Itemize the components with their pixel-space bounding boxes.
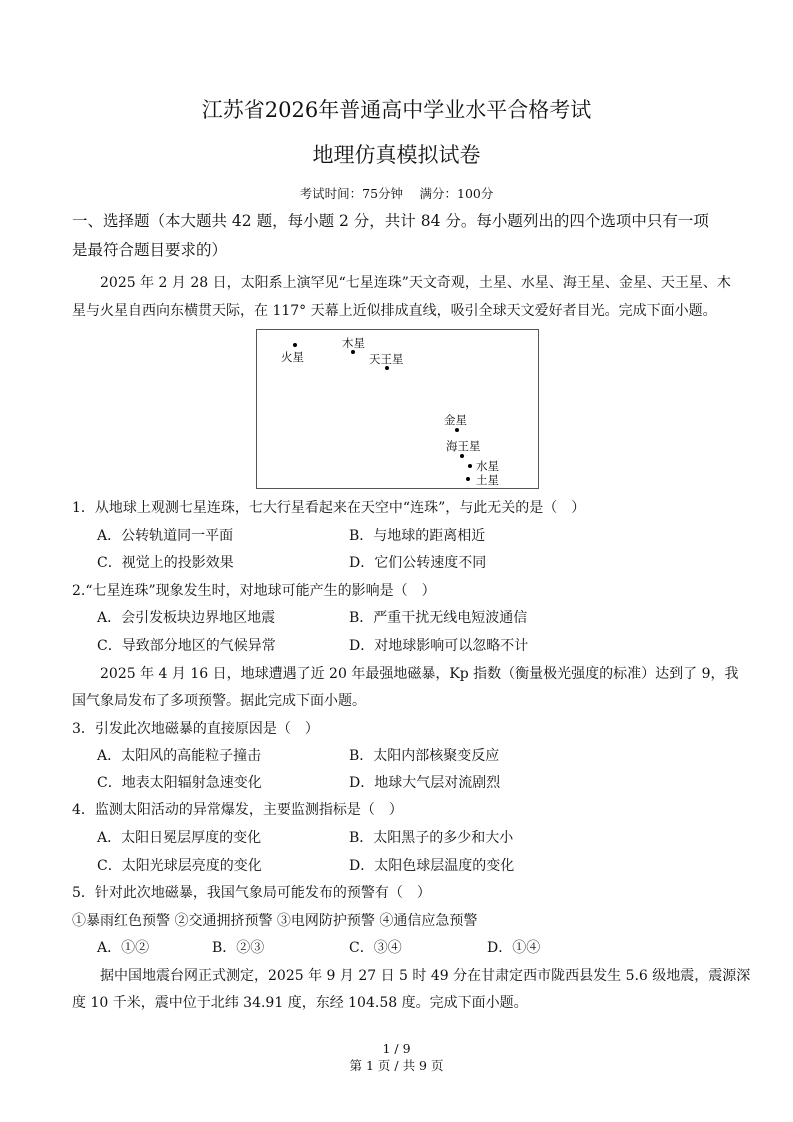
option-d: D．①④ [487,940,541,956]
option-b: B．太阳黑子的多少和大小 [349,830,514,846]
option-c: C．导致部分地区的气候异常 [97,638,276,654]
planet-label: 木星 [342,336,365,350]
option-b: B．②③ [212,940,265,956]
planet-label: 土星 [476,473,499,487]
page-fraction: 1 / 9 [382,1041,411,1056]
passage-text: 据中国地震台网正式测定，2025 年 9 月 27 日 5 时 49 分在甘肃定西市陇西县发生 5.6 级地震，震源深 [100,968,751,984]
option-a: A．会引发板块边界地区地震 [97,610,276,626]
question-stem: 5．针对此次地磁暴，我国气象局可能发布的预警有（ ） [72,885,431,901]
planet-alignment-figure [256,329,539,489]
planet-label: 海王星 [446,439,481,453]
planet-label: 火星 [281,350,304,364]
option-d: D．它们公转速度不同 [349,555,487,571]
option-c: C．视觉上的投影效果 [97,555,234,571]
option-b: B．与地球的距离相近 [349,528,486,544]
passage-text: 星与火星自西向东横贯天际，在 117° 天幕上近似排成直线，吸引全球天文爱好者目光。完成下面小题。 [72,303,717,319]
planet-dot-uranus [385,366,389,370]
planet-label: 水星 [476,459,499,473]
planet-dot-venus [455,428,459,432]
planet-map [257,330,540,490]
passage-text: 2025 年 2 月 28 日，太阳系上演罕见“七星连珠”天文奇观，土星、水星、海王星、金星、天王星、木 [100,275,731,291]
section-heading: 一、选择题（本大题共 42 题，每小题 2 分，共计 84 分。每小题列出的四个选项中只有一项 [72,212,709,230]
option-a: A．①② [97,940,150,956]
paper-subtitle: 地理仿真模拟试卷 [312,143,481,167]
option-c: C．太阳光球层亮度的变化 [97,858,262,874]
question-stem: 3．引发此次地磁暴的直接原因是（ ） [72,721,319,737]
planet-dot-jupiter [351,350,355,354]
section-heading-cont: 是最符合题目要求的） [72,241,228,259]
planet-dot-mercury [468,464,472,468]
passage-text: 度 10 千米，震中位于北纬 34.91 度，东经 104.58 度。完成下面小题。 [72,995,528,1011]
planet-label: 天王星 [369,352,404,366]
planet-dot-saturn [466,477,470,481]
page-label: 第 1 页 / 共 9 页 [349,1058,444,1073]
question-stem: 4．监测太阳活动的异常爆发，主要监测指标是（ ） [72,802,403,818]
option-d: D．地球大气层对流剧烈 [349,775,501,791]
passage-text: 2025 年 4 月 16 日，地球遭遇了近 20 年最强地磁暴，Kp 指数（衡量极光强度的标准）达到了 9，我 [100,666,739,682]
planet-dot-mars [293,343,297,347]
option-d: D．对地球影响可以忽略不计 [349,638,529,654]
planet-label: 金星 [444,413,467,427]
option-a: A．太阳日冕层厚度的变化 [97,830,262,846]
option-d: D．太阳色球层温度的变化 [349,858,515,874]
question-stem: 1．从地球上观测七星连珠，七大行星看起来在天空中“连珠”，与此无关的是（ ） [72,500,586,516]
question-stem: 2.“七星连珠”现象发生时，对地球可能产生的影响是（ ） [72,583,436,599]
option-a: A．太阳风的高能粒子撞击 [97,748,262,764]
option-c: C．地表太阳辐射急速变化 [97,775,262,791]
exam-info: 考试时间：75分钟 满分：100分 [299,186,494,201]
option-b: B．严重干扰无线电短波通信 [349,610,528,626]
option-c: C．③④ [349,940,402,956]
question-statements: ①暴雨红色预警 ②交通拥挤预警 ③电网防护预警 ④通信应急预警 [72,913,478,929]
exam-title: 江苏省2026年普通高中学业水平合格考试 [201,98,592,122]
passage-text: 国气象局发布了多项预警。据此完成下面小题。 [72,693,366,709]
option-b: B．太阳内部核聚变反应 [349,748,500,764]
option-a: A．公转轨道同一平面 [97,528,234,544]
planet-dot-neptune [460,454,464,458]
